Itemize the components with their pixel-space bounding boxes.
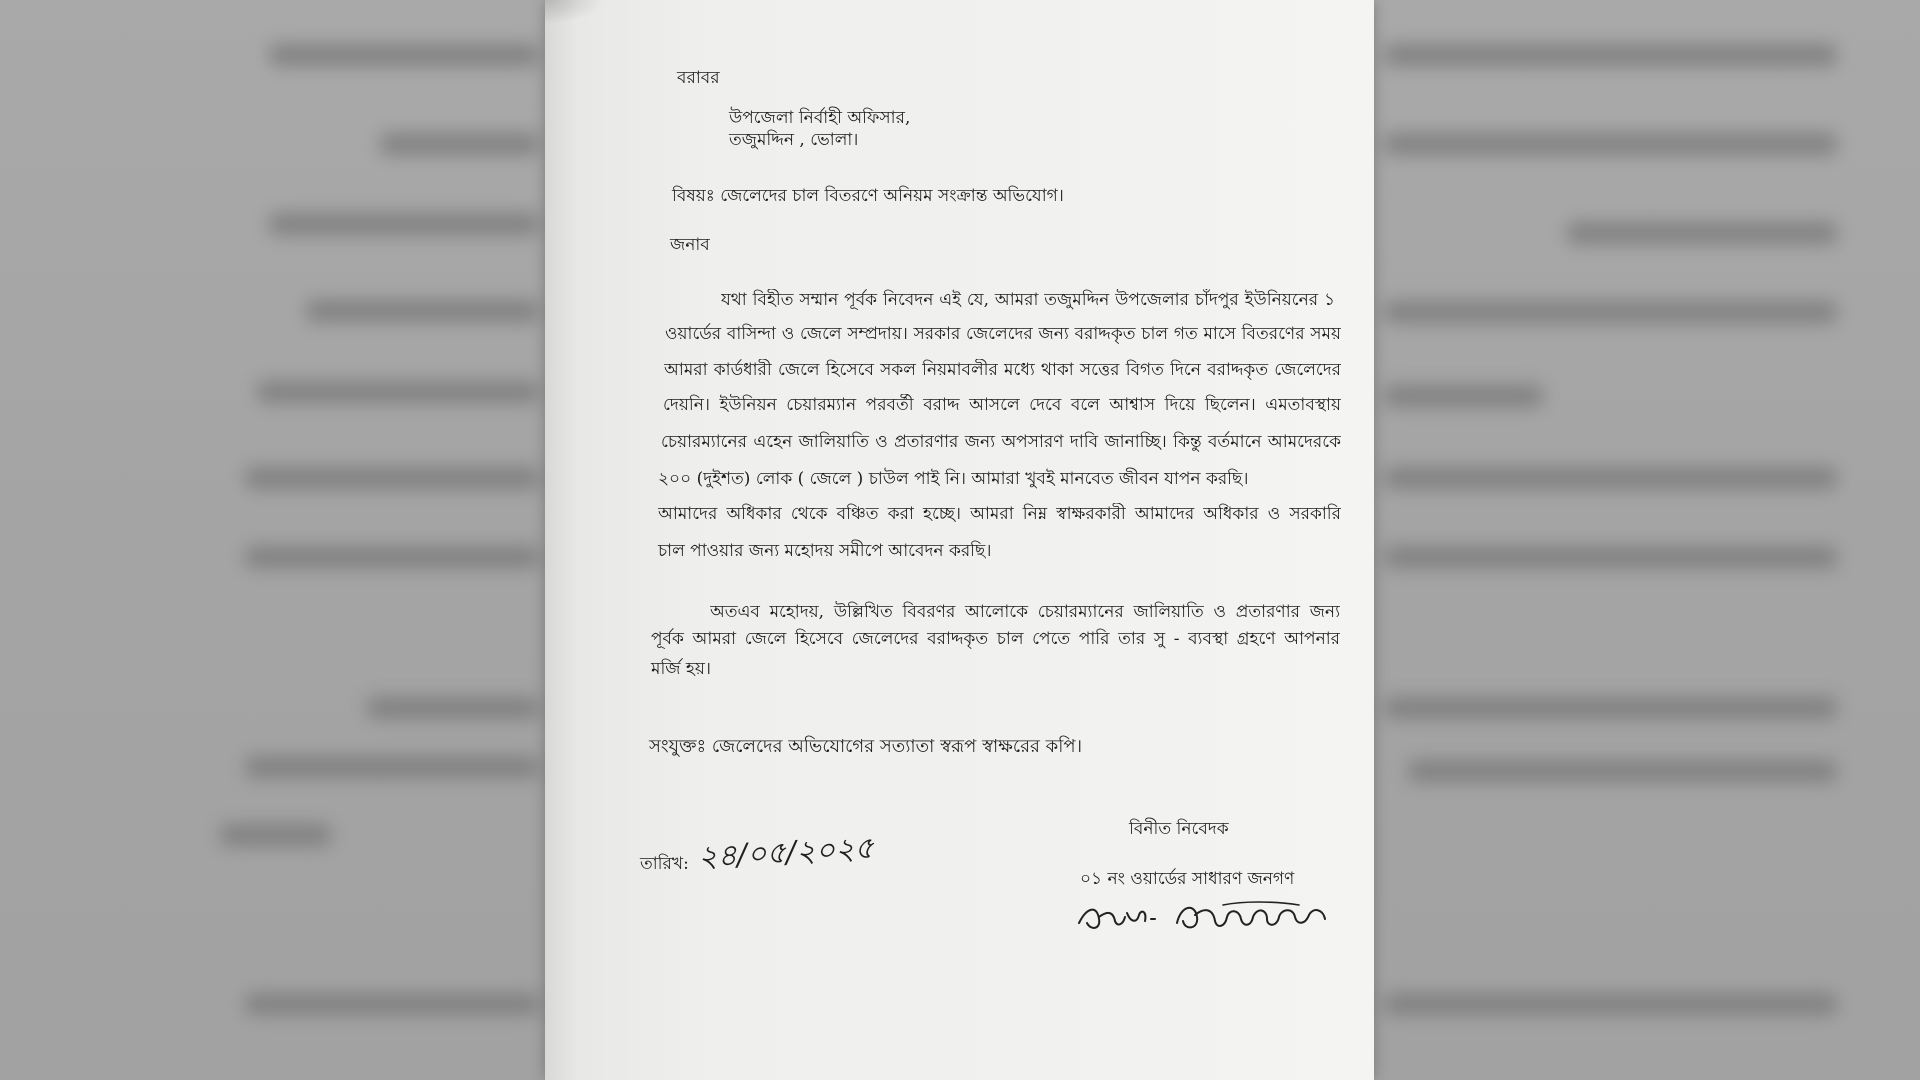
paragraph-2-line: মর্জি হয়।	[651, 659, 711, 679]
paragraph-1-line: যথা বিহীত সম্মান পূর্বক নিবেদন এই যে, আমরা তজুমদ্দিন উপজেলার চাঁদপুর ইউনিয়নের ১	[721, 290, 1335, 310]
paragraph-2-line: পূর্বক আমরা জেলে হিসেবে জেলেদের বরাদ্দকৃত চাল পেতে পারি তার সু - ব্যবস্থা গ্রহণে আপনার	[651, 629, 1340, 649]
attachment-label: সংযুক্তঃ	[649, 736, 707, 757]
recipient-location: তজুমদ্দিন , ভোলা।	[729, 130, 859, 150]
paragraph-1-line: আমরা কার্ডধারী জেলে হিসেবে সকল নিয়মাবলীর মধ্যে থাকা সত্তের বিগত দিনে বরাদ্দকৃত জেলেদের	[664, 360, 1341, 380]
paper-smudge	[545, 0, 605, 24]
blurred-backdrop-left	[0, 0, 545, 1080]
subject-label: বিষয়ঃ	[672, 186, 715, 206]
closing: বিনীত নিবেদক	[1129, 819, 1229, 839]
blurred-backdrop-right	[1374, 0, 1920, 1080]
handwritten-date: ২৪/০৫/২০২৫	[697, 830, 875, 875]
subject-text: জেলেদের চাল বিতরণে অনিয়ম সংক্রান্ত অভিযোগ।	[720, 186, 1064, 206]
sender: ০১ নং ওয়ার্ডের সাধারণ জনগণ	[1080, 869, 1295, 889]
recipient-title: উপজেলা নির্বাহী অফিসার,	[729, 108, 911, 128]
signature	[1073, 893, 1335, 939]
paragraph-1-line: আমাদের অধিকার থেকে বঞ্চিত করা হচ্ছে। আমরা নিম্ন স্বাক্ষরকারী আমাদের অধিকার ও সরকারি	[658, 504, 1341, 524]
paragraph-2-line: অতএব মহোদয়, উল্লিখিত বিবরণর আলোকে চেয়ারম্যানের জালিয়াতি ও প্রতারণার জন্য	[710, 602, 1340, 622]
greeting: জনাব	[670, 235, 710, 255]
paragraph-1-line: ২০০ (দুইশত) লোক ( জেলে ) চাউল পাই নি। আমারা খুবই মানবেত জীবন যাপন করছি।	[658, 469, 1249, 489]
paragraph-1-line: চেয়ারম্যানের এহেন জালিয়াতি ও প্রতারণার জন্য অপসারণ দাবি জানাচ্ছি। কিন্তু বর্তমানে আমদেরকে	[661, 432, 1341, 452]
letter-paper	[545, 0, 1374, 1080]
paragraph-1-line: ওয়ার্ডের বাসিন্দা ও জেলে সম্প্রদায়। সরকার জেলেদের জন্য বরাদ্দকৃত চাল গত মাসে বিতরণের সময়	[665, 324, 1341, 344]
date-label: তারিখ:	[640, 854, 689, 874]
to-label: বরাবর	[677, 68, 720, 88]
subject-line	[672, 185, 1064, 207]
paragraph-1-line: চাল পাওয়ার জন্য মহোদয় সমীপে আবেদন করছি।	[658, 541, 992, 561]
paragraph-1-line: দেয়নি। ইউনিয়ন চেয়ারম্যান পরবর্তী বরাদ্দ আসলে দেবে বলে আশ্বাস দিয়ে ছিলেন। এমতাবস্থায়	[663, 395, 1341, 415]
attachment-line	[649, 736, 1082, 758]
attachment-text: জেলেদের অভিযোগের সত্যাতা স্বরূপ স্বাক্ষরের কপি।	[711, 736, 1083, 757]
